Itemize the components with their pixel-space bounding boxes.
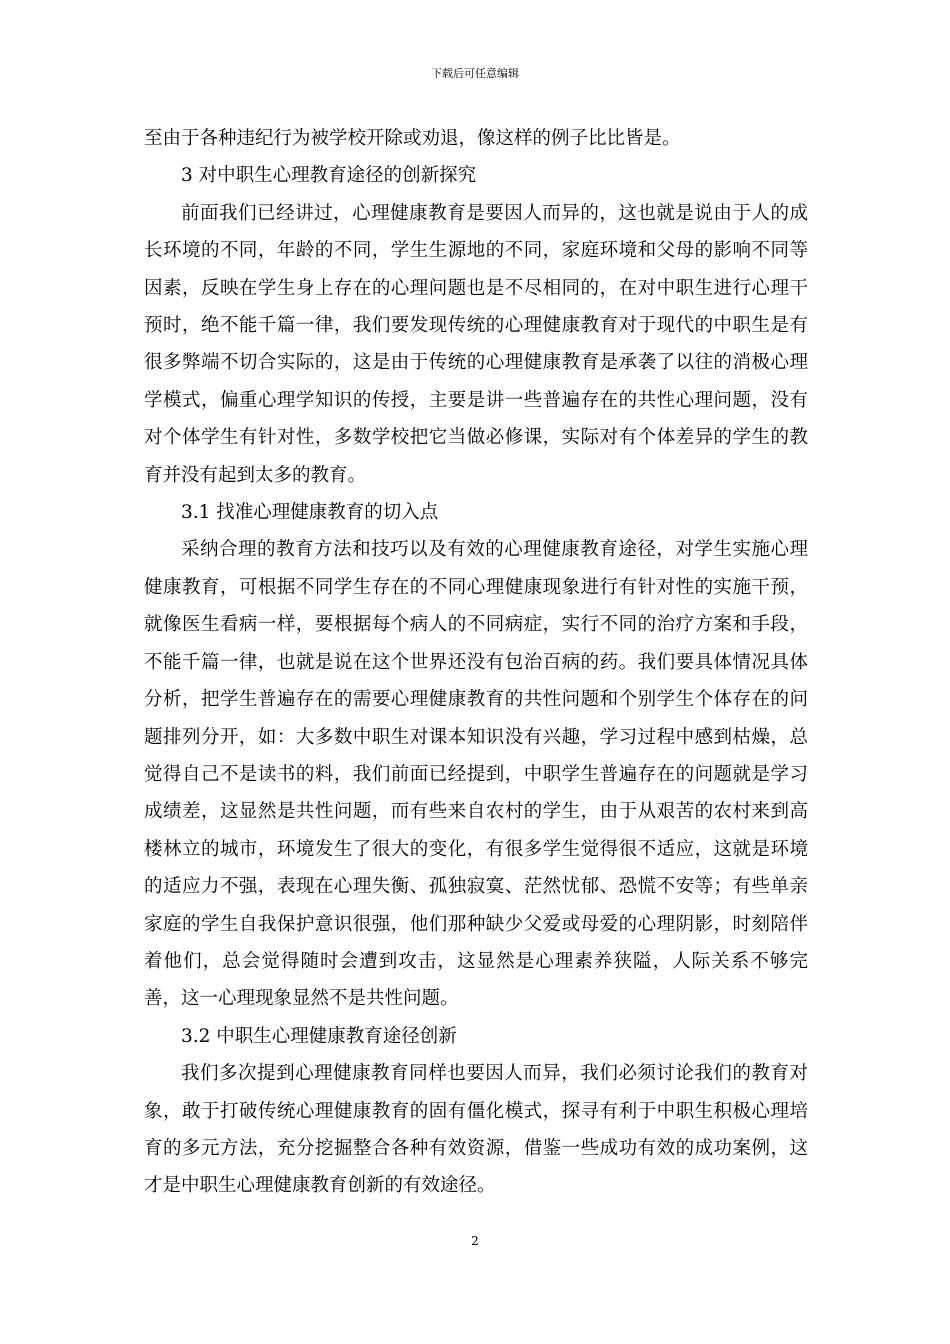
section-heading-3: 3 对中职生心理教育途径的创新探究: [181, 165, 477, 187]
page-number: 2: [471, 1234, 479, 1248]
section-heading-3-1: 3.1 找准心理健康教育的切入点: [181, 502, 439, 524]
document-body: [144, 120, 808, 1205]
section-heading-3-2: 3.2 中职生心理健康教育途径创新: [181, 1025, 457, 1047]
paragraph-continuation: 至由于各种违纪行为被学校开除或劝退，像这样的例子比比皆是。: [144, 128, 681, 149]
page-header: 下载后可任意编辑: [431, 67, 519, 80]
paragraph-section-3-2: 我们多次提到心理健康教育同样也要因人而异，我们必须讨论我们的教育对象，敢于打破传统心理健康教育的固有僵化模式，探寻有利于中职生积极心理培育的多元方法，充分挖掘整合各种有效资源，借鉴一些成功有效的成功案例，这才是中职生心理健康教育创新的有效途径。: [144, 1063, 808, 1197]
paragraph-section-3: 前面我们已经讲过，心理健康教育是要因人而异的，这也就是说由于人的成长环境的不同，年龄的不同，学生生源地的不同，家庭环境和父母的影响不同等因素，反映在学生身上存在的心理问题也是不尽相同的，在对中职生进行心理干预时，绝不能千篇一律，我们要发现传统的心理健康教育对于现代的中职生是有很多弊端不切合实际的，这是由于传统的心理健康教育是承袭了以往的消极心理学模式，偏重心理学知识的传授，主要是讲一些普遍存在的共性心理问题，没有对个体学生有针对性，多数学校把它当做必修课，实际对有个体差异的学生的教育并没有起到太多的教育。: [144, 202, 808, 486]
paragraph-section-3-1: 采纳合理的教育方法和技巧以及有效的心理健康教育途径，对学生实施心理健康教育，可根据不同学生存在的不同心理健康现象进行有针对性的实施干预，就像医生看病一样，要根据每个病人的不同病症，实行不同的治疗方案和手段，不能千篇一律，也就是说在这个世界还没有包治百病的药。我们要具体情况具体分析，把学生普遍存在的需要心理健康教育的共性问题和个别学生个体存在的问题排列分开，如：大多数中职生对课本知识没有兴趣，学习过程中感到枯燥，总觉得自己不是读书的料，我们前面已经提到，中职学生普遍存在的问题就是学习成绩差，这显然是共性问题，而有些来自农村的学生，由于从艰苦的农村来到高楼林立的城市，环境发生了很大的变化，有很多学生觉得很不适应，这就是环境的适应力不强，表现在心理失衡、孤独寂寞、茫然忧郁、恐慌不安等；有些单亲家庭的学生自我保护意识很强，他们那种缺少父爱或母爱的心理阴影，时刻陪伴着他们，总会觉得随时会遭到攻击，这显然是心理素养狭隘，人际关系不够完善，这一心理现象显然不是共性问题。: [144, 539, 808, 1010]
